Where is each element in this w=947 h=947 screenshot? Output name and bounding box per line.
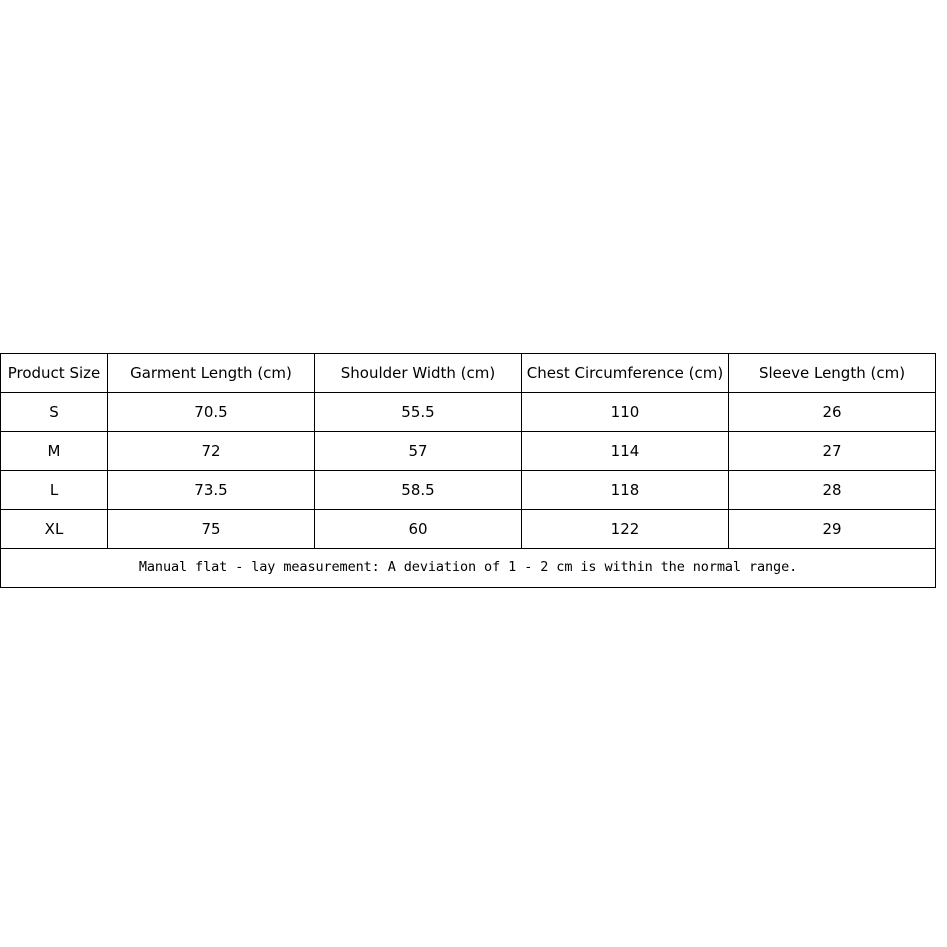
cell-size: S: [1, 393, 108, 432]
cell-sleeve-length: 28: [729, 471, 936, 510]
table-note-row: [1, 549, 936, 588]
cell-garment-length: 72: [108, 432, 315, 471]
cell-chest-circumference: 110: [522, 393, 729, 432]
cell-garment-length: 73.5: [108, 471, 315, 510]
header-chest-circumference: Chest Circumference (cm): [522, 354, 729, 393]
cell-size: L: [1, 471, 108, 510]
cell-sleeve-length: 26: [729, 393, 936, 432]
cell-sleeve-length: 29: [729, 510, 936, 549]
header-garment-length: Garment Length (cm): [108, 354, 315, 393]
cell-shoulder-width: 57: [315, 432, 522, 471]
table-row: [1, 471, 936, 510]
table-row: [1, 393, 936, 432]
cell-size: XL: [1, 510, 108, 549]
cell-shoulder-width: 55.5: [315, 393, 522, 432]
cell-shoulder-width: 60: [315, 510, 522, 549]
table-header-row: [1, 354, 936, 393]
header-sleeve-length: Sleeve Length (cm): [729, 354, 936, 393]
cell-chest-circumference: 122: [522, 510, 729, 549]
cell-shoulder-width: 58.5: [315, 471, 522, 510]
cell-size: M: [1, 432, 108, 471]
header-product-size: Product Size: [1, 354, 108, 393]
cell-garment-length: 70.5: [108, 393, 315, 432]
table-row: [1, 510, 936, 549]
cell-sleeve-length: 27: [729, 432, 936, 471]
size-chart-table: [0, 353, 936, 588]
cell-chest-circumference: 118: [522, 471, 729, 510]
table-row: [1, 432, 936, 471]
cell-chest-circumference: 114: [522, 432, 729, 471]
header-shoulder-width: Shoulder Width (cm): [315, 354, 522, 393]
measurement-note: Manual flat - lay measurement: A deviation of 1 - 2 cm is within the normal range.: [1, 549, 936, 588]
cell-garment-length: 75: [108, 510, 315, 549]
